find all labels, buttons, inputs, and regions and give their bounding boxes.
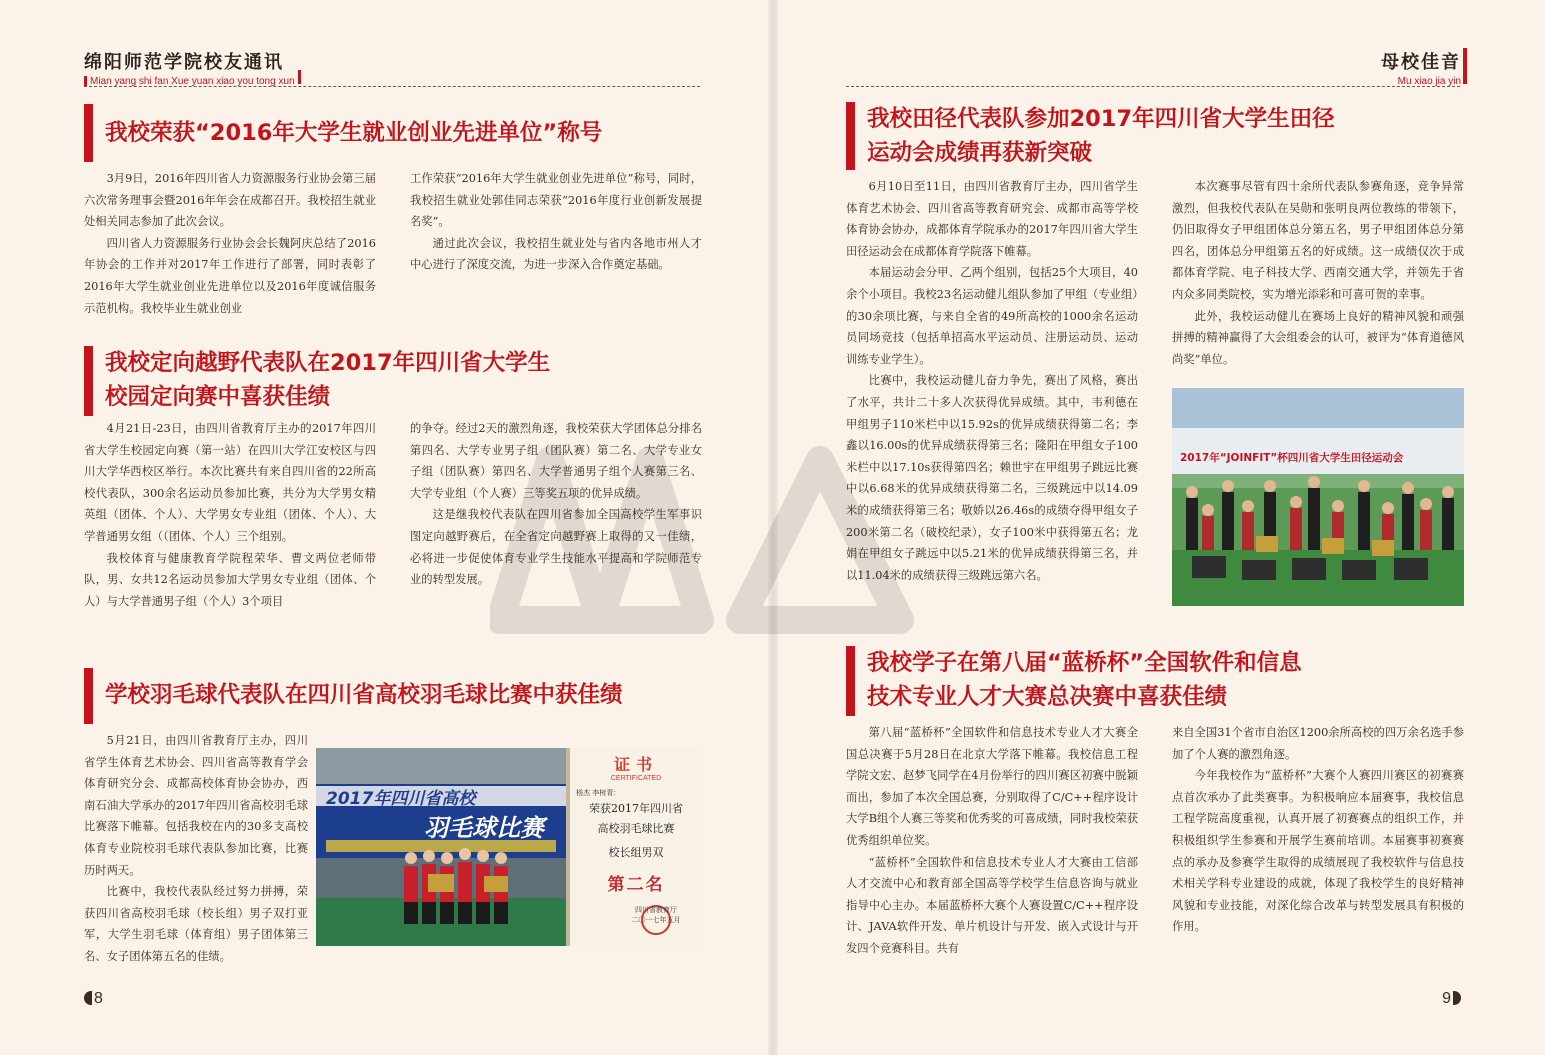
badminton-team-photo <box>316 748 702 946</box>
paragraph: 本次赛事尽管有四十余所代表队参赛角逐，竞争异常激烈，但我校代表队在吴勋和张明良两位教练的带领下，仍旧取得女子甲组团体总分第五名，男子甲组团体总分第四名，团体总分甲组第五名的好成绩。这一成绩仅次于成都体育学院、电子科技大学、西南交通大学，并领先于省内众多同类院校，实为增光添彩和可喜可贺的幸事。 <box>1172 180 1464 301</box>
paragraph: 比赛中，我校代表队经过努力拼搏，荣获四川省高校羽毛球（校长组）男子双打亚军，大学生羽毛球（体育组）男子团体第三名、女子团体第五名的佳绩。 <box>84 885 308 963</box>
athletics-col-2 <box>1172 176 1464 370</box>
paragraph: 通过此次会议，我校招生就业处与省内各地市州人才中心进行了深度交流，为进一步深入合作奠定基础。 <box>410 236 702 272</box>
lanqiao-col-2 <box>1172 722 1464 938</box>
orienteering-col-1 <box>84 418 376 612</box>
cert-names: 杨杰 李树青： <box>576 789 621 797</box>
paragraph: 今年我校作为“蓝桥杯”大赛个人赛四川赛区的初赛赛点首次承办了此类赛事。为积极响应本届赛事，我校信息工程学院高度重视，认真开展了初赛赛点的组织工作，并积极组织学生参赛和开展学生赛前培训。本届赛事初赛赛点的承办及参赛学生取得的成绩展现了我校软件与信息技术相关学科专业建设的成就，体现了我校学生的良好精神风貌和专业技能，对深化综合改革与转型发展具有积极的作用。 <box>1172 769 1464 934</box>
headline-text: 学校羽毛球代表队在四川省高校羽毛球比赛中获佳绩 <box>105 682 623 708</box>
cert-issuer: 四川省教育厅 <box>635 906 677 914</box>
cert-line-1: 荣获2017年四川省 <box>589 802 683 815</box>
headline-line-1: 我校学子在第八届“蓝桥杯”全国软件和信息 <box>867 650 1302 676</box>
section-subtitle: Mu xiao jia yin <box>1397 76 1461 87</box>
headline-orienteering <box>84 346 550 416</box>
header-rule <box>846 86 1460 87</box>
right-header <box>1381 48 1461 87</box>
cert-date: 二〇一七年五月 <box>631 916 681 924</box>
paragraph: 四川省人力资源服务行业协会会长魏阿庆总结了2016年协会的工作并对2017年工作进行了部署，同时表彰了2016年大学生就业创业先进单位以及2016年度诚信服务示范机构。我校毕业生就业创业 <box>84 236 376 315</box>
headline-line-2: 运动会成绩再获新突破 <box>867 140 1093 166</box>
paragraph: 这是继我校代表队在四川省参加全国高校学生军事识图定向越野赛后，在全省定向越野赛上取得的又一佳绩，必将进一步促使体育专业学生技能水平提高和学院师范专业的转型发展。 <box>410 508 702 587</box>
left-page <box>0 0 772 1055</box>
headline-employment <box>84 104 602 162</box>
newsletter-title: 绵阳师范学院校友通讯 <box>84 52 284 73</box>
header-rule <box>84 86 700 87</box>
employment-col-2 <box>410 168 702 276</box>
header-accent-bar <box>298 70 301 84</box>
cert-subtitle: CERTIFICATED <box>610 775 662 782</box>
orienteering-col-2 <box>410 418 702 591</box>
paragraph: 的争夺。经过2天的激烈角逐，我校荣获大学团体总分排名第四名、大学专业男子组（团队赛）第二名、大学专业女子组（团队赛）第四名、大学普通男子组个人赛第三名、大学专业组（个人赛）三等奖五项的优异成绩。 <box>410 422 702 500</box>
paragraph: 工作荣获“2016年大学生就业创业先进单位”称号，同时，我校招生就业处郭佳同志荣获“2016年度行业创新发展提名奖”。 <box>410 172 702 229</box>
employment-col-1 <box>84 168 376 319</box>
headline-text: 我校荣获“2016年大学生就业创业先进单位”称号 <box>105 120 603 146</box>
cert-line-4: 第二名 <box>607 875 665 895</box>
paragraph: 本届运动会分甲、乙两个组别，包括25个大项目，40余个小项目。我校23名运动健儿组队参加了甲组（专业组）的30余项比赛，与来自全省的49所高校的1000余名运动员同场竞技（包括单招高水平运动员、注册运动员、运动训练专业学生）。 <box>846 266 1138 366</box>
banner-text-2: 羽毛球比赛 <box>424 814 544 842</box>
page-number-mark <box>1453 991 1461 1005</box>
badminton-col-1 <box>84 730 308 968</box>
cert-line-2: 高校羽毛球比赛 <box>597 822 675 835</box>
page-number-text: 9 <box>1442 990 1451 1007</box>
headline-line-1: 我校定向越野代表队在2017年四川省大学生 <box>105 350 551 376</box>
athletics-team-photo <box>1172 388 1464 606</box>
headline-line-1: 我校田径代表队参加2017年四川省大学生田径 <box>867 106 1335 132</box>
headline-line-2: 校园定向赛中喜获佳绩 <box>105 384 331 410</box>
headline-athletics <box>846 102 1335 170</box>
cert-title: 证书 <box>613 755 658 774</box>
section-title: 母校佳音 <box>1381 52 1461 73</box>
paragraph: 3月9日，2016年四川省人力资源服务行业协会第三届六次常务理事会暨2016年年会在成都召开。我校招生就业处相关同志参加了此次会议。 <box>84 172 376 229</box>
paragraph: 4月21日-23日，由四川省教育厅主办的2017年四川省大学生校园定向赛（第一站）在四川大学江安校区与四川大学华西校区举行。本次比赛共有来自四川省的22所高校代表队，300余名运动员参加比赛，共分为大学男女精英组（团体、个人）、大学男女专业组（团体、个人）、大学普通男女组（（团体、个人）三个组别。 <box>84 422 376 543</box>
banner-text: 2017年四川省高校 <box>326 789 476 809</box>
athletics-banner: 2017年“JOINFIT”杯四川省大学生田径运动会 <box>1180 452 1404 464</box>
cert-line-3: 校长组男双 <box>608 846 664 859</box>
headline-line-2: 技术专业人才大赛总决赛中喜获佳绩 <box>867 684 1228 710</box>
headline-lanqiao <box>846 646 1302 716</box>
certificate <box>570 752 702 925</box>
paragraph: 此外，我校运动健儿在赛场上良好的精神风貌和顽强拼搏的精神赢得了大会组委会的认可，被评为“体育道德风尚奖”单位。 <box>1172 309 1464 366</box>
page-number-right <box>1442 990 1461 1008</box>
headline-badminton <box>84 668 623 724</box>
page-number-left <box>84 990 103 1008</box>
paragraph: 6月10日至11日，由四川省教育厅主办，四川省学生体育艺术协会、四川省高等教育研究会、成都市高等学校体育协会协办，成都体育学院承办的2017年四川省大学生田径运动会在成都体育学院落下帷幕。 <box>846 180 1138 258</box>
athletics-col-1 <box>846 176 1138 586</box>
lanqiao-col-1 <box>846 722 1138 960</box>
newsletter-subtitle: Mian yang shi fan Xue yuan xiao you tong xun <box>84 76 295 87</box>
paragraph: 我校体育与健康教育学院程荣华、曹文两位老师带队，男、女共12名运动员参加大学男女专业组（团体、个人）与大学普通男子组（个人）3个项目 <box>84 551 376 608</box>
athletics-photo-illustration <box>1172 388 1464 606</box>
right-page <box>772 0 1545 1055</box>
paragraph: 5月21日，由四川省教育厅主办，四川省学生体育艺术协会、四川省高等教育学会体育研究分会、成都高校体育协会协办，西南石油大学承办的2017年四川省高校羽毛球比赛落下帷幕。包括我校在内的30多支高校体育专业院校羽毛球代表队参加比赛，比赛历时两天。 <box>84 734 308 877</box>
page-number-text: 8 <box>94 990 103 1007</box>
header-accent-bar <box>1463 48 1467 84</box>
paragraph: “蓝桥杯”全国软件和信息技术专业人才大赛由工信部人才交流中心和教育部全国高等学校学生信息咨询与就业指导中心主办。本届蓝桥杯大赛个人赛设置C/C++程序设计、JAVA软件开发、单片机设计与开发、嵌入式设计与开发四个竞赛科目。共有 <box>846 855 1138 955</box>
paragraph: 第八届“蓝桥杯”全国软件和信息技术专业人才大赛全国总决赛于5月28日在北京大学落下帷幕。我校信息工程学院文宏、赵梦飞同学在4月份举行的四川赛区初赛中脱颖而出，参加了本次全国总赛，分别取得了C/C++程序设计大学B组个人赛三等奖和优秀奖的可喜成绩，同时我校荣获优秀组织单位奖。 <box>846 726 1138 847</box>
page-number-mark <box>84 991 92 1005</box>
paragraph: 比赛中，我校运动健儿奋力争先，赛出了风格，赛出了水平，共计二十多人次获得优异成绩。其中，韦利德在甲组男子110米栏中以15.92s的优异成绩获得第二名；李鑫以16.00s的优异成绩获得第三名；隆阳在甲组女子100米栏中以17.10s获得第四名；赖世宇在甲组男子跳远比赛中以6.68米的优异成绩获得第二名，三级跳远中以14.09米的成绩获得第三名；敬娇以26.46s的成绩夺得甲组女子200米第二名（破校纪录），女子100米中获得第五名；龙娟在甲组女子跳远中以5.21米的优异成绩获得第三名，并以11.04米的成绩获得三级跳远第六名。 <box>846 374 1138 582</box>
paragraph: 来自全国31个省市自治区1200余所高校的四万余名选手参加了个人赛的激烈角逐。 <box>1172 726 1464 761</box>
left-header <box>84 48 295 87</box>
